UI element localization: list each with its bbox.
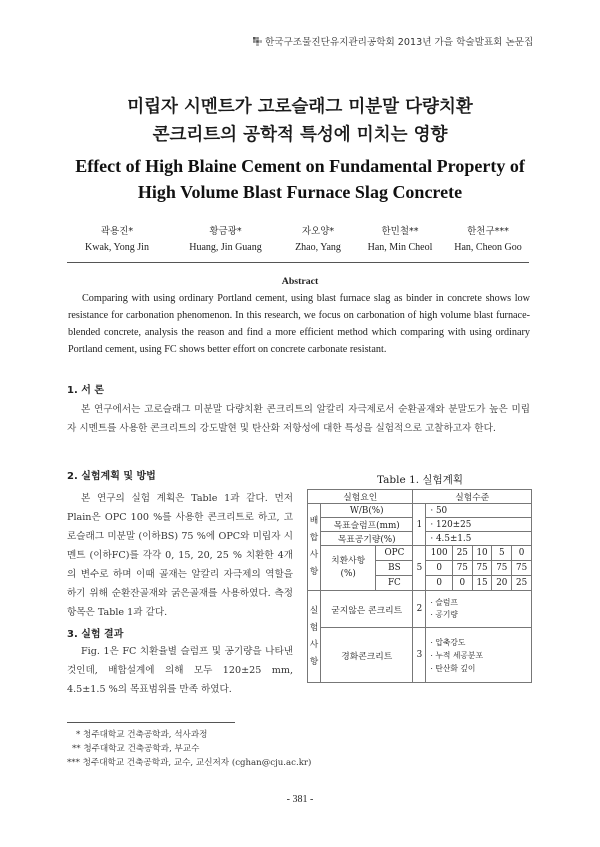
english-title-line-2: High Volume Blast Furnace Slag Concrete — [137, 182, 463, 202]
header-factor: 실험요인 — [308, 490, 413, 504]
footnote: ** 청주대학교 건축공학과, 부교수 — [72, 744, 200, 754]
table-row: 치환사항 (%) OPC BS FC 5 100 25 10 5 0 — [308, 546, 532, 561]
table-row: 실 험 사 항 굳지않은 콘크리트 2 · 슬럼프 · 공기량 — [308, 591, 532, 628]
table-caption: Table 1. 실험계획 — [376, 474, 463, 486]
abstract-heading: Abstract — [281, 276, 319, 287]
section-heading-intro: 1. 서 론 — [67, 385, 105, 396]
author: 곽용진* Kwak, Yong Jin — [85, 226, 149, 253]
experiment-plan-table — [307, 489, 532, 683]
footnote: * 청주대학교 건축공학과, 석사과정 — [76, 730, 208, 740]
abstract-text: Comparing with using ordinary Portland cement, using blast furnace slag as binder in concrete shows low resistance for carbonation phenomenon. In this research, we focus on carbonation of high volume blast furnace-blended concrete, analysis the reason and find a more efficient method which comparing with using ordinary Portland cement, using FC shows better effort on concrete carbonate resistant. — [68, 293, 530, 355]
table-header-row — [308, 490, 532, 504]
proceedings-title: 한국구조물진단유지관리공학회 2013년 가을 학술발표회 논문집 — [265, 37, 534, 48]
table-row: 목표슬럼프(mm) · 120±25 — [308, 518, 532, 532]
author: 자오양* Zhao, Yang — [295, 226, 341, 253]
group-mix-label: 배 합 사 항 — [308, 504, 321, 591]
header-level: 실험수준 — [413, 490, 532, 504]
table-row: 0 0 15 20 25 — [308, 576, 532, 591]
table-row: 배 합 사 항 W/B(%) 1 · 50 — [308, 504, 532, 518]
korean-title-line-1: 미립자 시멘트가 고로슬래그 미분말 다량치환 — [127, 97, 473, 117]
section-heading-results: 3. 실험 결과 — [67, 629, 124, 640]
intro-paragraph: 본 연구에서는 고로슬래그 미분말 다량치환 콘크리트의 알칼리 자극제로서 순환골재와 분말도가 높은 미립자 시멘트를 사용한 콘크리트의 강도발현 및 탄산화 저항성에 대한 특성을 실험적으로 고찰하고자 한다. — [67, 404, 530, 434]
author: 한천구*** Han, Cheon Goo — [454, 226, 522, 253]
section-heading-plan: 2. 실험계획 및 방법 — [67, 471, 156, 482]
english-title-line-1: Effect of High Blaine Cement on Fundamental Property of — [75, 156, 525, 176]
table-row: 목표공기량(%) · 4.5±1.5 — [308, 532, 532, 546]
author: 황금광* Huang, Jin Guang — [189, 226, 262, 253]
proceedings-header — [253, 34, 533, 48]
footnote-divider — [67, 722, 235, 723]
page-number: - 381 - — [286, 794, 314, 805]
plan-paragraph: 본 연구의 실험 계획은 Table 1과 같다. 먼저 Plain은 OPC 100 %를 사용한 콘크리트로 하고, 고로슬래그 미분말 (이하BS) 75 %에 OPC와 미립자 시멘트 (이하FC)를 각각 0, 15, 20, 25 % 치환한 4개의 변수로 하며 이때 골재는 알칼리 자극제의 역할을 하기 위해 순환잔골재와 굵은골재를 사용하였다. 측정항목은 Table 1과 같다. — [67, 493, 293, 618]
korean-title-line-2: 콘크리트의 공학적 특성에 미치는 영향 — [152, 125, 448, 145]
author-divider — [67, 262, 529, 263]
footnote: *** 청주대학교 건축공학과, 교수, 교신저자 (cghan@cju.ac.kr) — [67, 758, 312, 768]
group-exp-label: 실 험 사 항 — [308, 591, 321, 683]
table-row: 경화콘크리트 3 · 압축강도 · 누적 세공분포 · 탄산화 깊이 — [308, 628, 532, 683]
table-row: 0 75 75 75 75 — [308, 561, 532, 576]
results-paragraph: Fig. 1은 FC 치환율별 슬럼프 및 공기량을 나타낸 것인데, 배합설계에 의해 모두 120±25 mm, 4.5±1.5 %의 목표범위를 만족 하였다. — [67, 646, 293, 695]
document-icon — [253, 37, 262, 46]
author: 한민철** Han, Min Cheol — [367, 226, 433, 253]
